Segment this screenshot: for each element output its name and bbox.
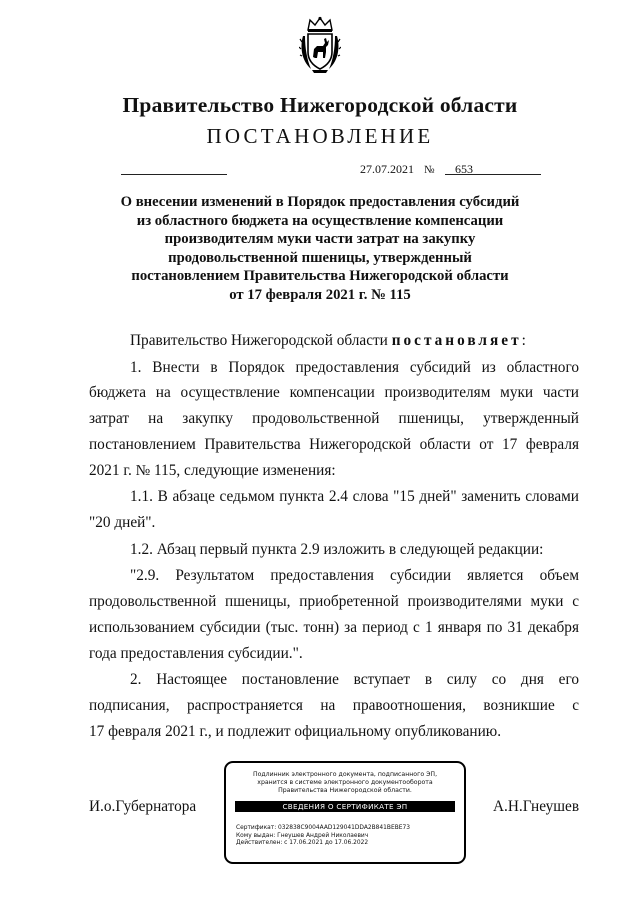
title-line: О внесении изменений в Порядок предоставления субсидий [120,194,520,210]
paragraph-2-line: 2. Настоящее постановление вступает в силу со дня его [130,671,579,688]
stamp-notice-line: Подлинник электронного документа, подписанного ЭП, [252,771,438,778]
paragraph-2-line: 17 февраля 2021 г., и подлежит официальному опубликованию. [89,723,502,740]
signatory-position: И.о.Губернатора [89,798,197,815]
paragraph-1-line: затрат на закупку продовольственной пшеницы, утвержденный [89,410,579,427]
document-title [120,193,520,305]
certificate-info-bar: СВЕДЕНИЯ О СЕРТИФИКАТЕ ЭП [235,801,455,812]
certificate-details [236,825,410,848]
electronic-signature-stamp [224,761,466,864]
document-type: ПОСТАНОВЛЕНИЕ [206,124,434,148]
paragraph-1-2: 1.2. Абзац первый пункта 2.9 изложить в следующей редакции: [130,541,544,558]
date-blank-line [121,174,227,175]
stamp-notice-line: Правительства Нижегородской области. [278,787,412,794]
title-line: продовольственной пшеницы, утвержденный [168,249,472,266]
stamp-notice-line: хранится в системе электронного документооборота [257,779,433,786]
quote-line: продовольственной пшеницы, приобретенной производителями муки с [89,593,579,610]
number-sign: № [424,164,435,176]
paragraph-1-line: 2021 г. № 115, следующие изменения: [89,462,336,479]
number-underline [445,174,541,175]
document-number: 653 [455,162,473,176]
quote-line: "2.9. Результатом предоставления субсидии является объем [130,567,579,584]
document-date: 27.07.2021 [360,162,414,176]
coat-of-arms-emblem [299,16,341,74]
title-line: от 17 февраля 2021 г. № 115 [229,286,411,303]
paragraph-2-line: подписания, распространяется на правоотношения, возникшие с [89,697,579,714]
quote-line: года предоставления субсидии.". [89,645,303,662]
paragraph-1-line: бюджета на осуществление компенсации производителям муки части [89,384,579,401]
preamble-verb: постановляет [391,332,522,349]
certificate-owner: Кому выдан: Гнеушев Андрей Николаевич [236,832,369,839]
organization-name: Правительство Нижегородской области [122,93,518,117]
title-line: из областного бюджета на осуществление компенсации [136,212,504,229]
stamp-notice [226,771,464,795]
paragraph-1-1-line: 1.1. В абзаце седьмом пункта 2.4 слова "15 дней" заменить словами [130,488,579,505]
preamble: Правительство Нижегородской области постановляет: [130,332,526,349]
certificate-validity: Действителен: с 17.06.2021 до 17.06.2022 [236,840,369,847]
paragraph-1-1-line: "20 дней". [89,514,156,531]
signatory-name: А.Н.Гнеушев [493,798,580,815]
paragraph-1-line: 1. Внести в Порядок предоставления субсидий из областного [130,359,579,376]
title-line: производителям муки части затрат на закупку [164,231,476,248]
paragraph-1-line: постановлением Правительства Нижегородской области от 17 февраля [89,436,579,453]
certificate-id: Сертификат: 032838C9004AAD129041DDA2B841BEBE73 [236,825,410,831]
quote-line: использованием субсидии (тыс. тонн) за период с 1 января по 31 декабря [89,619,579,636]
title-line: постановлением Правительства Нижегородской области [131,268,509,285]
